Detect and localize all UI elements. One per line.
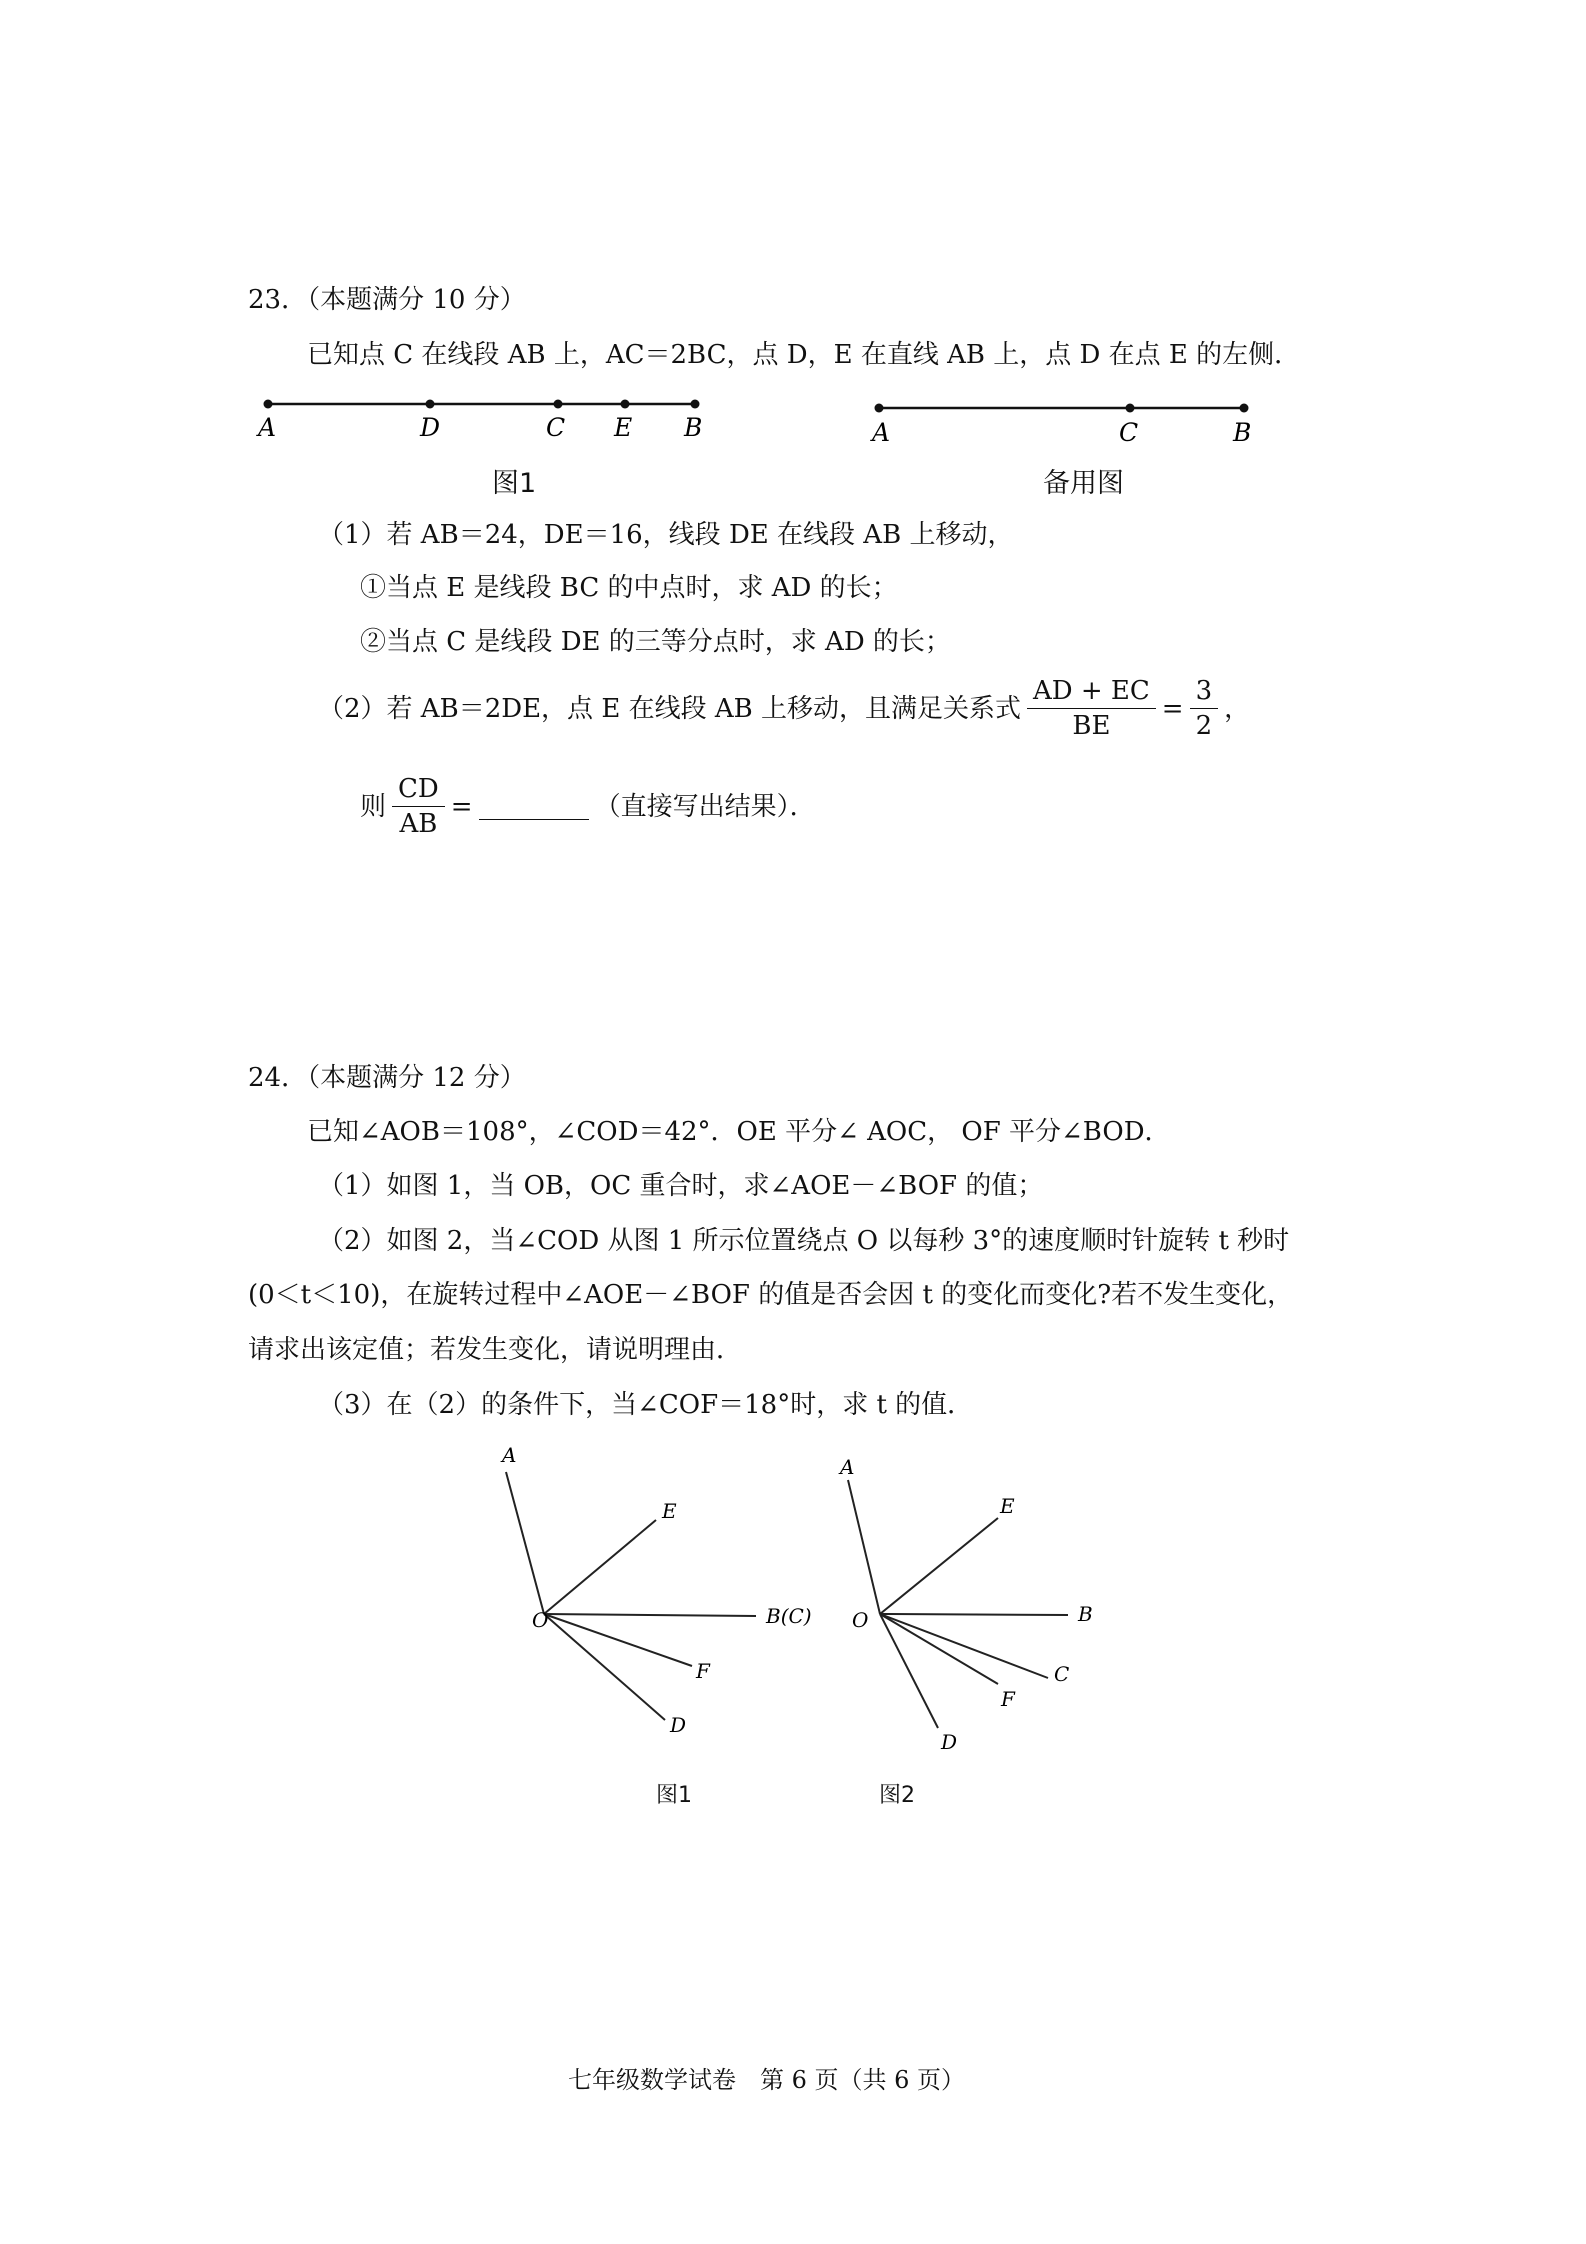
point-b (691, 400, 700, 409)
answer-denominator: AB (399, 809, 438, 839)
answer-equals: = (450, 791, 473, 822)
q23-part2-fraction (1027, 676, 1156, 741)
label-f: F (1001, 1687, 1015, 1711)
label-b-c: B(C) (766, 1604, 812, 1628)
q24-part2-line1: （2）如图 2，当∠COD 从图 1 所示位置绕点 O 以每秒 3°的速度顺时针旋转 t 秒时 (318, 1226, 1290, 1256)
q24-part2-line2: (0＜t＜10)，在旋转过程中∠AOE－∠BOF 的值是否会因 t 的变化而变化?若不发生变化， (248, 1280, 1294, 1310)
label-c: C (1054, 1662, 1070, 1686)
q23-fig1-caption: 图1 (492, 468, 537, 499)
q23-part2 (318, 676, 1250, 741)
answer-fraction (392, 774, 445, 839)
q24-figure-1 (490, 1440, 850, 1760)
ray-ob (544, 1614, 756, 1616)
q23-part2-text: （2）若 AB＝2DE，点 E 在线段 AB 上移动，且满足关系式 (318, 693, 1021, 724)
label-f: F (696, 1659, 710, 1683)
rhs-numerator: 3 (1190, 676, 1219, 709)
fraction-denominator: BE (1072, 711, 1111, 741)
q23-part2-answer (360, 774, 816, 839)
label-e: E (662, 1499, 677, 1523)
label-e: E (1000, 1494, 1015, 1518)
q24-part2-line3: 请求出该定值；若发生变化，请说明理由． (248, 1335, 743, 1365)
label-a: A (502, 1443, 517, 1467)
label-o: O (852, 1608, 869, 1632)
answer-suffix: （直接写出结果）． (594, 791, 816, 822)
q24-heading: 24．（本题满分 12 分） (248, 1063, 526, 1093)
q24-figure-2 (838, 1450, 1138, 1760)
label-b: B (1078, 1602, 1093, 1626)
label-c-spare: C (1119, 418, 1139, 447)
point-c-spare (1126, 404, 1135, 413)
label-d: D (670, 1713, 687, 1737)
q24-fig2-caption: 图2 (879, 1783, 915, 1808)
ray-oc (880, 1614, 1048, 1678)
ray-ob (880, 1614, 1068, 1615)
q24-part1: （1）如图 1，当 OB，OC 重合时，求∠AOE－∠BOF 的值； (318, 1171, 1044, 1201)
q24-part3: （3）在（2）的条件下，当∠COF＝18°时，求 t 的值． (318, 1390, 974, 1420)
ray-oe (544, 1520, 656, 1614)
ray-oa (506, 1472, 544, 1614)
point-b-spare (1240, 404, 1249, 413)
answer-numerator: CD (392, 774, 445, 807)
label-e: E (614, 413, 633, 442)
q23-part2-rhs-fraction (1190, 676, 1219, 741)
label-d: D (420, 413, 441, 442)
ray-od (544, 1614, 665, 1720)
rhs-denominator: 2 (1195, 711, 1213, 741)
q23-part2-tail: ， (1224, 693, 1251, 724)
point-c (554, 400, 563, 409)
equals-sign: = (1161, 693, 1184, 724)
q23-figure-1 (250, 384, 730, 444)
label-a: A (840, 1455, 855, 1479)
label-b: B (684, 413, 703, 442)
point-a-spare (875, 404, 884, 413)
ray-oa (848, 1480, 880, 1614)
ray-oe (880, 1518, 998, 1614)
q23-spare-caption: 备用图 (1043, 468, 1124, 499)
label-a-spare: A (872, 418, 891, 447)
point-a (264, 400, 273, 409)
q23-statement: 已知点 C 在线段 AB 上，AC＝2BC，点 D，E 在直线 AB 上，点 D 在点 E 的左侧． (307, 340, 1301, 370)
label-a: A (258, 413, 277, 442)
fraction-numerator: AD + EC (1027, 676, 1156, 709)
q24-statement: 已知∠AOB＝108°，∠COD＝42°．OE 平分∠ AOC， OF 平分∠BOD． (307, 1117, 1171, 1147)
label-o: O (532, 1608, 549, 1632)
point-e (621, 400, 630, 409)
page-footer: 七年级数学试卷 第 6 页（共 6 页） (568, 2066, 966, 2094)
q24-fig1-caption: 图1 (656, 1783, 692, 1808)
q23-part1: （1）若 AB＝24，DE＝16，线段 DE 在线段 AB 上移动， (318, 520, 1014, 550)
q23-part1-i: ①当点 E 是线段 BC 的中点时，求 AD 的长； (360, 573, 898, 603)
q23-part1-ii: ②当点 C 是线段 DE 的三等分点时，求 AD 的长； (360, 627, 951, 657)
q23-heading: 23．（本题满分 10 分） (248, 285, 526, 315)
q23-figure-spare (862, 388, 1262, 448)
answer-prefix: 则 (360, 791, 387, 822)
point-d (426, 400, 435, 409)
label-b-spare: B (1233, 418, 1252, 447)
label-c: C (546, 413, 566, 442)
answer-blank[interactable] (479, 793, 589, 820)
ray-of (544, 1614, 692, 1666)
label-d: D (941, 1730, 958, 1754)
